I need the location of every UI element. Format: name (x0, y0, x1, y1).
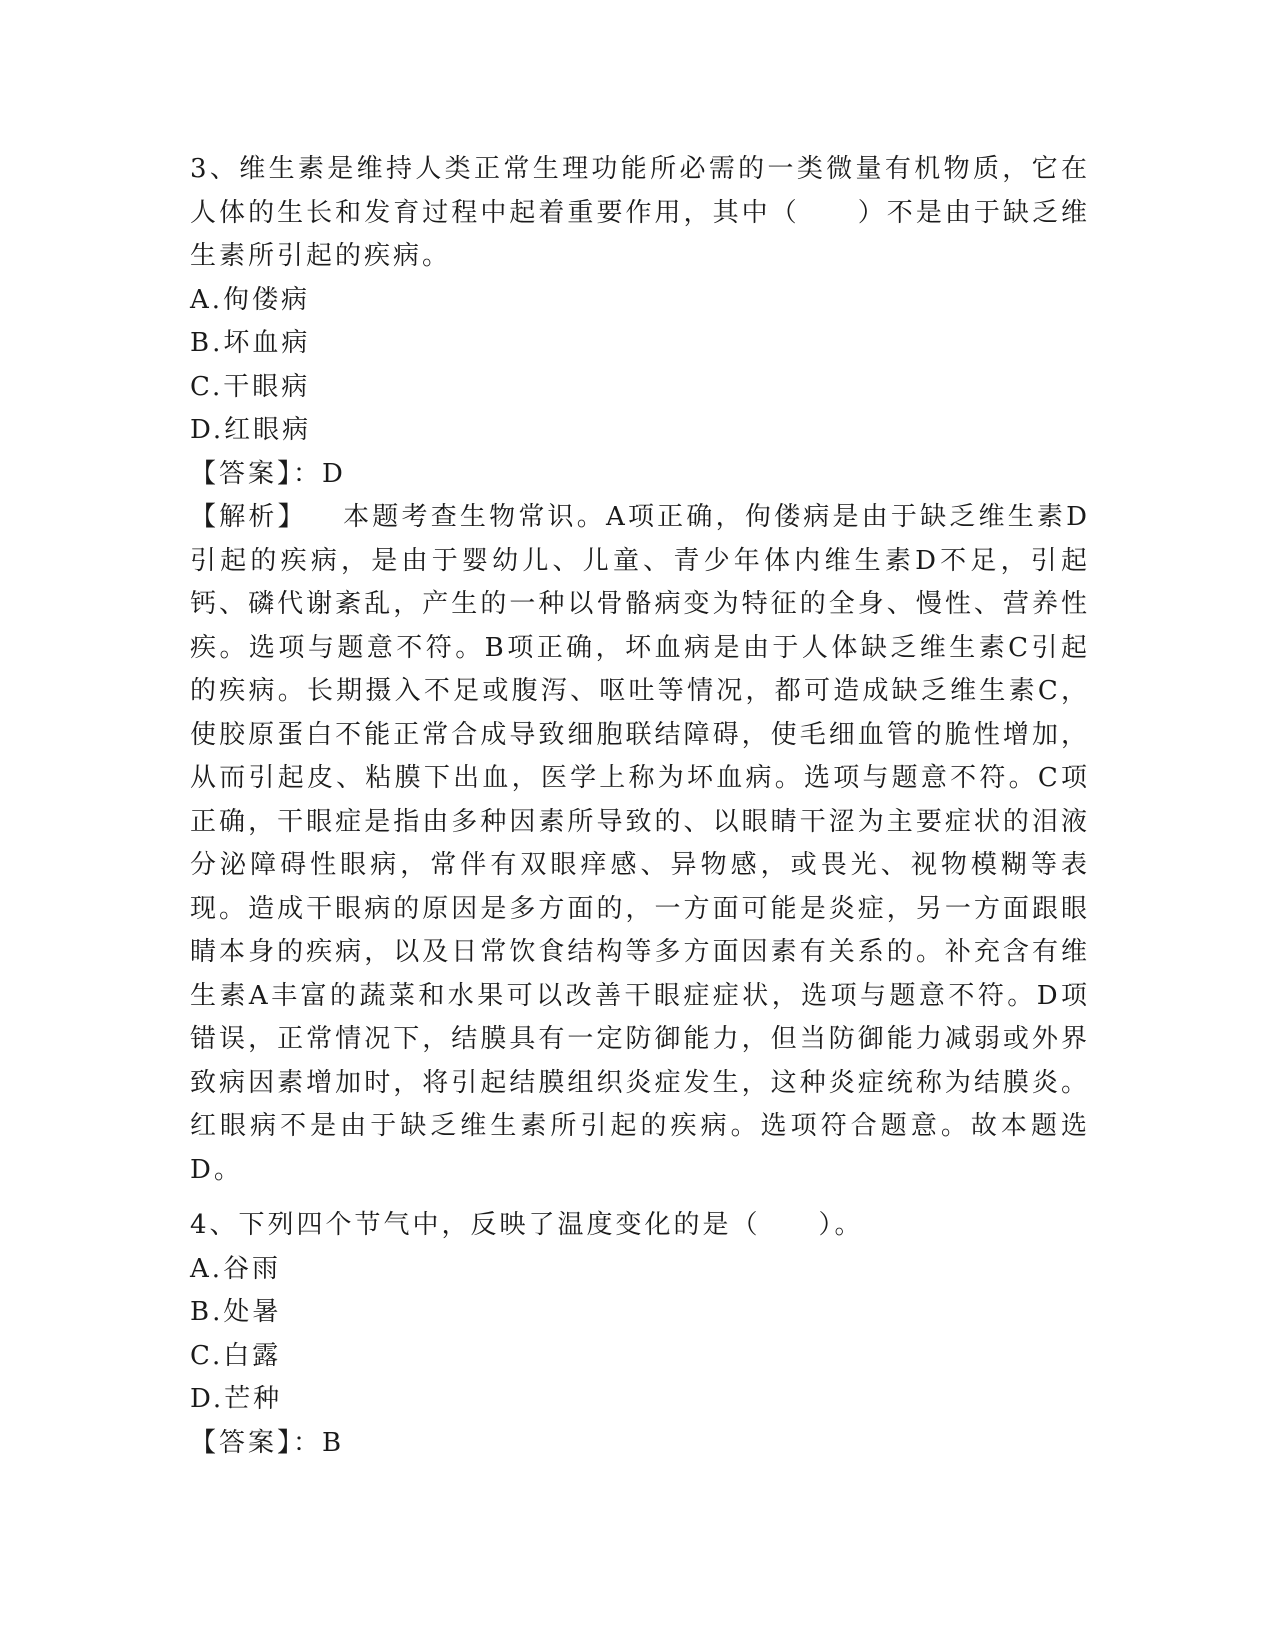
analysis-label: 【解析】 (190, 502, 307, 532)
question-stem: 3、维生素是维持人类正常生理功能所必需的一类微量有机物质，它在人体的生长和发育过程中起着重要作用，其中（ ）不是由于缺乏维生素所引起的疾病。 (190, 154, 1090, 271)
answer-line (190, 453, 1090, 497)
answer-value: D (322, 458, 346, 489)
question-3 (190, 148, 1090, 1192)
option-c: C.干眼病 (190, 371, 311, 402)
answer-line (190, 1422, 1090, 1466)
option-d: D.芒种 (190, 1384, 283, 1414)
option-a: A.佝偻病 (190, 284, 311, 315)
option-a: A.谷雨 (190, 1253, 282, 1284)
analysis-text: 本题考查生物常识。A项正确，佝偻病是由于缺乏维生素D引起的疾病，是由于婴幼儿、儿童、青少年体内维生素D不足，引起钙、磷代谢紊乱，产生的一种以骨骼病变为特征的全身、慢性、营养性疾。选项与题意不符。B项正确，坏血病是由于人体缺乏维生素C引起的疾病。长期摄入不足或腹泻、呕吐等情况，都可造成缺乏维生素C，使胶原蛋白不能正常合成导致细胞联结障碍，使毛细血管的脆性增加，从而引起皮、粘膜下出血，医学上称为坏血病。选项与题意不符。C项正确，干眼症是指由多种因素所导致的、以眼睛干涩为主要症状的泪液分泌障碍性眼病，常伴有双眼痒感、异物感，或畏光、视物模糊等表现。造成干眼病的原因是多方面的，一方面可能是炎症，另一方面跟眼睛本身的疾病，以及日常饮食结构等多方面因素有关系的。补充含有维生素A丰富的蔬菜和水果可以改善干眼症症状，选项与题意不符。D项错误，正常情况下，结膜具有一定防御能力，但当防御能力减弱或外界致病因素增加时，将引起结膜组织炎症发生，这种炎症统称为结膜炎。红眼病不是由于缺乏维生素所引起的疾病。选项符合题意。故本题选D。 (190, 502, 1090, 1185)
analysis-paragraph (190, 496, 1090, 1192)
option-d: D.红眼病 (190, 415, 312, 445)
question-4 (190, 1204, 1090, 1465)
document-page (190, 148, 1090, 1465)
option-b: B.坏血病 (190, 328, 311, 358)
option-c: C.白露 (190, 1340, 282, 1371)
question-stem: 4、下列四个节气中，反映了温度变化的是（ ）。 (190, 1210, 864, 1240)
option-b: B.处暑 (190, 1297, 282, 1327)
answer-label: 【答案】： (190, 1427, 323, 1458)
answer-label: 【答案】： (190, 458, 323, 489)
answer-value: B (322, 1427, 345, 1458)
